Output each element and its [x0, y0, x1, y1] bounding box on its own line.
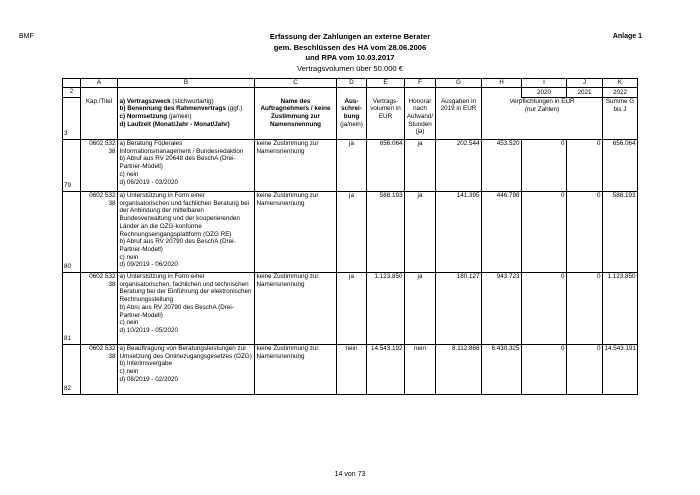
- empty-cell: [436, 88, 482, 98]
- header-ausschreibung: Aus-schrei-bung (ja/nein): [337, 98, 367, 140]
- year-2022: 2022: [603, 88, 638, 98]
- header-line-c: c) Normsetzung (ja/nein): [119, 112, 192, 120]
- header-kap-titel: Kap./Titel: [81, 98, 118, 140]
- cell-expenses-2019: 141.395: [436, 192, 482, 273]
- column-letter: J: [567, 79, 603, 88]
- column-letter: D: [337, 79, 367, 88]
- payments-table: [62, 78, 638, 395]
- cell-tender: ja: [337, 192, 367, 273]
- header-line-d: d) Laufzeit (Monat/Jahr - Monat/Jahr): [119, 120, 230, 128]
- cell-tender: ja: [337, 273, 367, 345]
- cell-tender: ja: [337, 140, 367, 192]
- column-letter: A: [81, 79, 118, 88]
- cell-contract-volume: 588.193: [367, 192, 405, 273]
- cell-expenses-2019: 202.544: [436, 140, 482, 192]
- empty-cell: [118, 88, 255, 98]
- cell-contractor: keine Zustimmung zur Namensnennung: [255, 345, 337, 395]
- cell-fee-by-effort: ja: [405, 140, 436, 192]
- table-row: [63, 273, 638, 345]
- empty-cell: [482, 88, 522, 98]
- column-letter-row: [63, 79, 638, 88]
- cell-commitment-2020: 0: [522, 192, 567, 273]
- cell-commitment-2020: 0: [522, 140, 567, 192]
- cell-total: 588.193: [603, 192, 638, 273]
- row-number: 81: [63, 273, 81, 345]
- row-number: 80: [63, 192, 81, 273]
- cell-fee-by-effort: nein: [405, 345, 436, 395]
- column-letter: H: [482, 79, 522, 88]
- column-letter: E: [367, 79, 405, 88]
- header-summe: Summe G bis J: [603, 98, 638, 140]
- title-line-2: gem. Beschlüssen des HA vom 28.06.2006: [273, 42, 427, 52]
- title-line-1: Erfassung der Zahlungen an externe Berater: [269, 32, 431, 41]
- column-letter: G: [436, 79, 482, 88]
- cell-expenses-2019: 180.127: [436, 273, 482, 345]
- column-letter: B: [118, 79, 255, 88]
- cell-commitment-h: 6.430.325: [482, 345, 522, 395]
- header-row: [63, 98, 638, 140]
- cell-commitment-h: 453.520: [482, 140, 522, 192]
- table-row: [63, 192, 638, 273]
- annex-label: Anlage 1: [612, 33, 642, 40]
- empty-cell: [255, 88, 337, 98]
- cell-kap-titel: 0602 532 38: [81, 273, 118, 345]
- cell-commitment-2021: 0: [567, 140, 603, 192]
- cell-total: 1.123.850: [603, 273, 638, 345]
- cell-commitment-h: 943.723: [482, 273, 522, 345]
- column-letter: F: [405, 79, 436, 88]
- cell-fee-by-effort: ja: [405, 192, 436, 273]
- year-row: [63, 88, 638, 98]
- cell-commitment-2021: 0: [567, 273, 603, 345]
- cell-kap-titel: 0602 532 38: [81, 345, 118, 395]
- cell-contractor: keine Zustimmung zur Namensnennung: [255, 140, 337, 192]
- header-honorar: Honorar nach Aufwand/ Stunden (ja): [405, 98, 436, 140]
- cell-total: 656.064: [603, 140, 638, 192]
- header-vertragszweck: [118, 98, 255, 140]
- column-letter: K: [603, 79, 638, 88]
- cell-contractor: keine Zustimmung zur Namensnennung: [255, 192, 337, 273]
- page-number: 14 von 73: [334, 471, 366, 478]
- empty-cell: [337, 88, 367, 98]
- cell-kap-titel: 0602 532 38: [81, 192, 118, 273]
- empty-cell: [81, 88, 118, 98]
- subtitle: Vertragsvolumen über 50.000 €: [297, 63, 403, 73]
- cell-commitment-2021: 0: [567, 192, 603, 273]
- cell-commitment-h: 446.798: [482, 192, 522, 273]
- cell-tender: nein: [337, 345, 367, 395]
- header-verpflichtungen: Verpflichtungen in EUR (nur Zahlen): [482, 98, 603, 140]
- header-line-a: a) Vertragszweck (stichwortartig): [119, 97, 214, 105]
- table-row: [63, 345, 638, 395]
- column-letter: I: [522, 79, 567, 88]
- column-letter: C: [255, 79, 337, 88]
- cell-commitment-2020: 0: [522, 273, 567, 345]
- year-2021: 2021: [567, 88, 603, 98]
- cell-description: a) Unterstützung in Form einer organisatorischen, fachlichen und technischen Beratung bei der Einführung der elektronischen Rechnungsstellung b) Abru aus RV 20790 des BeschA (Drei-Partner-Modell) c) nein d) 10/2019 - 05/2020: [118, 273, 255, 345]
- row-number: 2: [63, 88, 81, 98]
- cell-kap-titel: 0602 532 38: [81, 140, 118, 192]
- cell-description: a) Beratung Föderales Informationsmanagement / Bundesredaktion b) Abruf aus RV 20648 des BeschA (Drei-Partner-Modell) c) nein d) 06/2019 - 03/2020: [118, 140, 255, 192]
- page-heading: [0, 32, 700, 74]
- cell-contract-volume: 1.123.850: [367, 273, 405, 345]
- cell-expenses-2019: 8.112.866: [436, 345, 482, 395]
- empty-cell: [405, 88, 436, 98]
- year-2020: 2020: [522, 88, 567, 98]
- header-line-b: b) Benennung des Rahmenvertrags (ggf.): [119, 105, 243, 113]
- cell-contract-volume: 14.543.192: [367, 345, 405, 395]
- cell-commitment-2020: 0: [522, 345, 567, 395]
- row-number: 79: [63, 140, 81, 192]
- empty-cell: [367, 88, 405, 98]
- cell-contract-volume: 656.064: [367, 140, 405, 192]
- header-ausgaben-2019: Ausgaben in 2019 in EUR: [436, 98, 482, 140]
- cell-fee-by-effort: ja: [405, 273, 436, 345]
- corner-cell: [63, 79, 81, 88]
- agency-label: BMF: [19, 33, 34, 40]
- cell-description: a) Beauftragung von Beratungsleistungen zur Umsetzung des Onlinezugangsgesetzes (OZG) b) Interimsvergabe c) nein d) 08/2019 - 02/2020: [118, 345, 255, 395]
- cell-total: 14.543.191: [603, 345, 638, 395]
- title-line-3: und RPA vom 10.03.2017: [305, 53, 395, 62]
- table-row: [63, 140, 638, 192]
- cell-contractor: keine Zustimmung zur Namensnennung: [255, 273, 337, 345]
- cell-commitment-2021: 0: [567, 345, 603, 395]
- row-number: 82: [63, 345, 81, 395]
- header-auftragnehmer: Name des Auftragnehmers / keine Zustimmung zur Namensnennung: [255, 98, 337, 140]
- cell-description: a) Unterstützung in Form einer organisatorischen und fachlichen Beratung bei der Anbindung der mittelbaren Bundesverwaltung und der kooperierenden Länder an die OZG-konforme Rechnungseingangsplattform (OZG RE) b) Abruf aus RV 20790 des BeschA (Drei-Partner-Modell) c) nein d) 09/2019 - 06/2020: [118, 192, 255, 273]
- header-vertragsvolumen: Vertrags-volumen in EUR: [367, 98, 405, 140]
- row-number: 3: [63, 98, 81, 140]
